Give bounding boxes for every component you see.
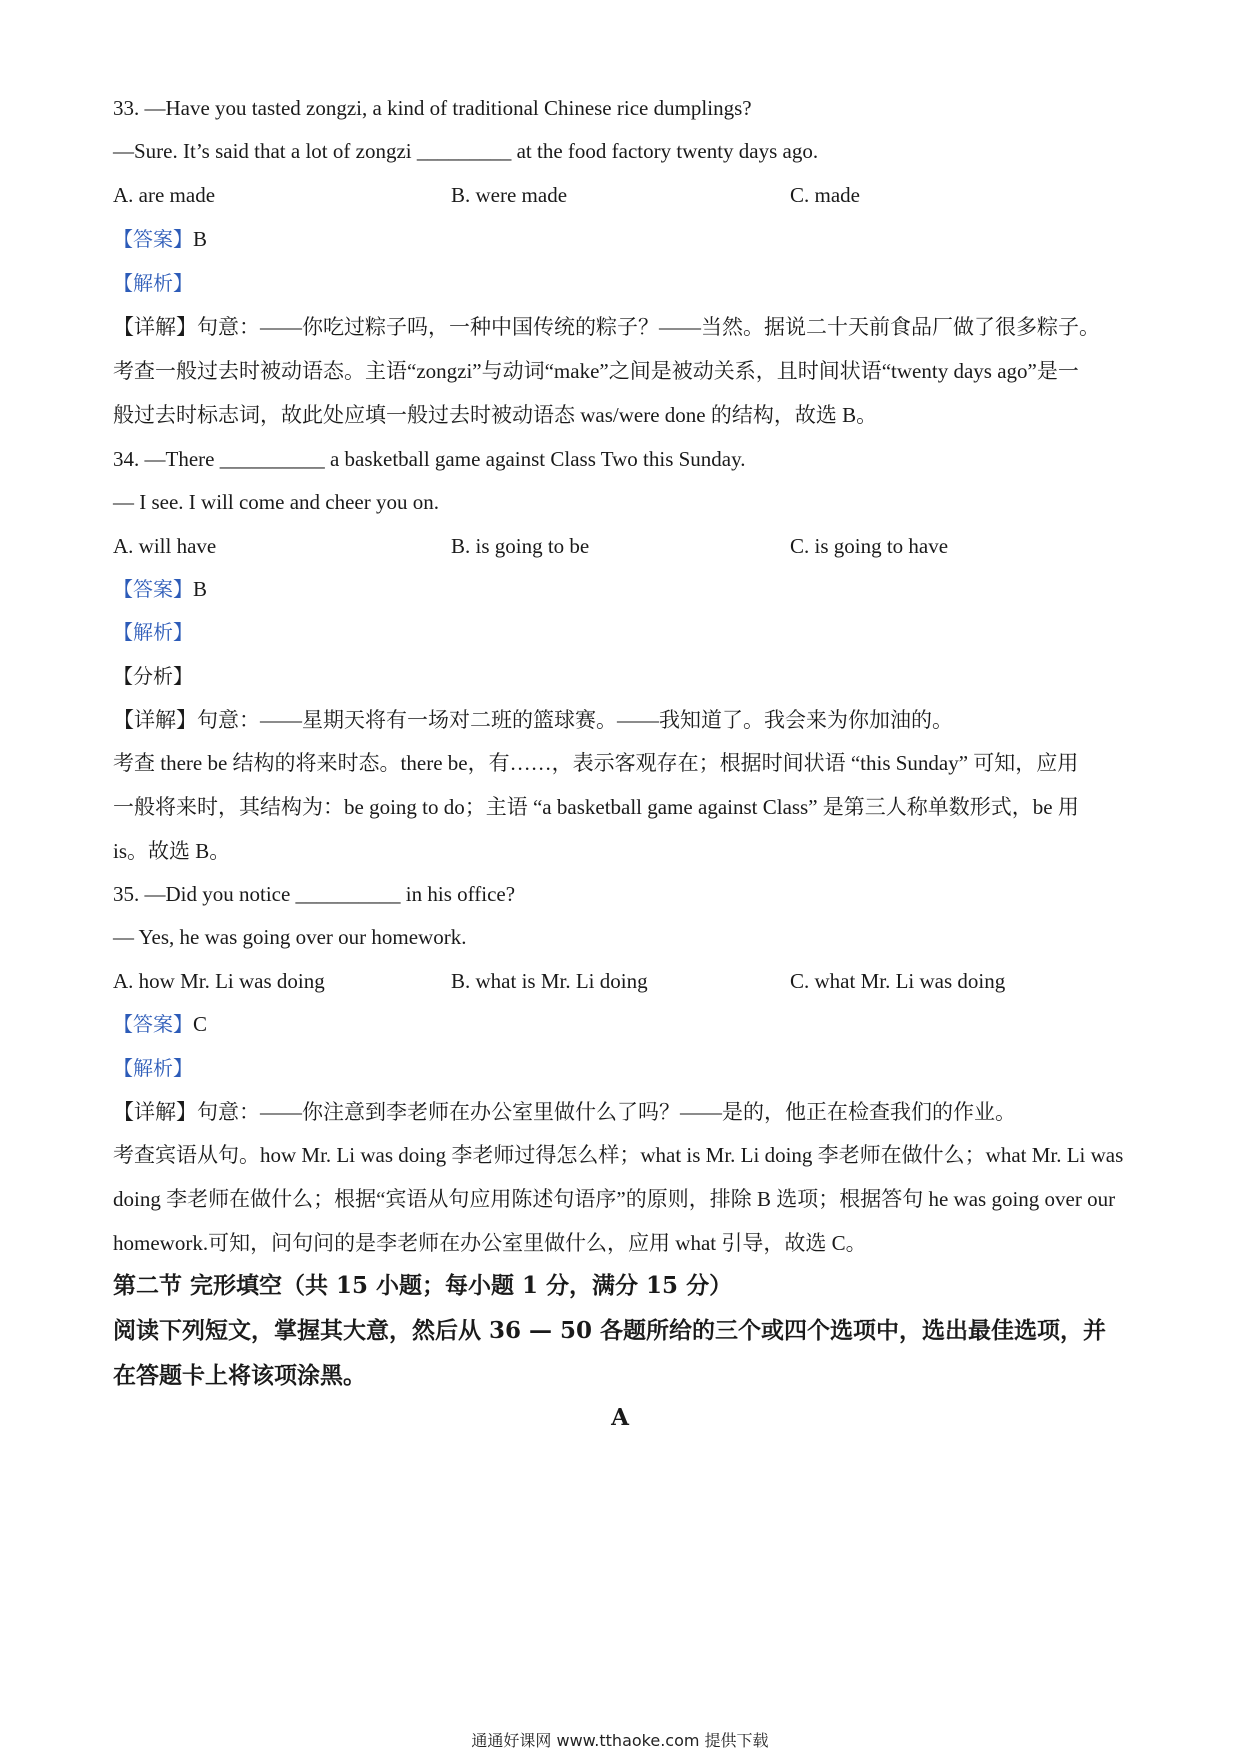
q33-detail-3: 般过去时标志词，故此处应填一般过去时被动语态 was/were done 的结构，故选 B。 bbox=[113, 403, 878, 427]
answer-tag: 【答案】 bbox=[113, 1012, 193, 1036]
section-title: 第二节 完形填空（共 15 小题；每小题 1 分，满分 15 分） bbox=[113, 1272, 733, 1299]
q35-option-b: B. what is Mr. Li doing bbox=[451, 969, 648, 993]
q34-answer bbox=[113, 574, 1130, 604]
page-footer: 通通好课网 www.tthaoke.com 提供下载 bbox=[471, 1731, 769, 1750]
passage-label: A bbox=[611, 1404, 629, 1431]
q34-detail-3: 一般将来时，其结构为：be going to do；主语 “a basketball game against Class” 是第三人称单数形式，be 用 bbox=[113, 795, 1079, 819]
q35-option-c: C. what Mr. Li was doing bbox=[790, 969, 1006, 993]
q33-option-c: C. made bbox=[790, 183, 860, 207]
q34-detail-1: 【详解】句意：——星期天将有一场对二班的篮球赛。——我知道了。我会来为你加油的。 bbox=[113, 708, 953, 732]
section-instructions-2: 在答题卡上将该项涂黑。 bbox=[113, 1362, 366, 1389]
q35-detail-3: doing 李老师在做什么；根据“宾语从句应用陈述句语序”的原则，排除 B 选项；根据答句 he was going over our bbox=[113, 1187, 1116, 1211]
q35-detail-2: 考查宾语从句。how Mr. Li was doing 李老师过得怎么样；what is Mr. Li doing 李老师在做什么；what Mr. Li was bbox=[113, 1143, 1124, 1167]
q33-option-a: A. are made bbox=[113, 183, 216, 207]
q34-option-b: B. is going to be bbox=[451, 534, 590, 558]
q33-detail-1: 【详解】句意：——你吃过粽子吗，一种中国传统的粽子？——当然。据说二十天前食品厂做了很多粽子。 bbox=[113, 315, 1100, 339]
q35-detail-4: homework.可知，问句问的是李老师在办公室里做什么，应用 what 引导，故选 C。 bbox=[113, 1231, 867, 1255]
q34-fenxi-tag: 【分析】 bbox=[113, 664, 193, 688]
answer-value: C bbox=[193, 1012, 208, 1036]
question-35-line1: 35. —Did you notice __________ in his office? bbox=[113, 882, 516, 906]
q33-detail-2: 考查一般过去时被动语态。主语“zongzi”与动词“make”之间是被动关系，且时间状语“twenty days ago”是一 bbox=[113, 359, 1079, 383]
question-35-line2: — Yes, he was going over our homework. bbox=[113, 925, 467, 949]
q35-detail-1: 【详解】句意：——你注意到李老师在办公室里做什么了吗？——是的，他正在检查我们的作业。 bbox=[113, 1100, 1016, 1124]
q35-analysis-tag: 【解析】 bbox=[113, 1056, 193, 1080]
q34-option-a: A. will have bbox=[113, 534, 217, 558]
q34-detail-4: is。故选 B。 bbox=[113, 839, 231, 863]
answer-tag: 【答案】 bbox=[113, 577, 193, 601]
answer-value: B bbox=[193, 227, 208, 251]
answer-value: B bbox=[193, 577, 208, 601]
section-instructions-1: 阅读下列短文，掌握其大意，然后从 36 — 50 各题所给的三个或四个选项中，选出最佳选项，并 bbox=[113, 1317, 1107, 1344]
q33-answer bbox=[113, 224, 1130, 254]
q35-answer bbox=[113, 1009, 1130, 1039]
question-33-line2: —Sure. It’s said that a lot of zongzi _________ at the food factory twenty days ago. bbox=[113, 139, 819, 163]
q34-option-c: C. is going to have bbox=[790, 534, 949, 558]
q34-detail-2: 考查 there be 结构的将来时态。there be，有……，表示客观存在；根据时间状语 “this Sunday” 可知，应用 bbox=[113, 751, 1079, 775]
question-34-line1: 34. —There __________ a basketball game against Class Two this Sunday. bbox=[113, 447, 746, 471]
question-33-line1: 33. —Have you tasted zongzi, a kind of traditional Chinese rice dumplings? bbox=[113, 96, 752, 120]
q34-analysis-tag: 【解析】 bbox=[113, 620, 193, 644]
answer-tag: 【答案】 bbox=[113, 227, 193, 251]
q35-option-a: A. how Mr. Li was doing bbox=[113, 969, 325, 993]
q33-option-b: B. were made bbox=[451, 183, 568, 207]
question-34-line2: — I see. I will come and cheer you on. bbox=[113, 490, 439, 514]
q33-analysis-tag: 【解析】 bbox=[113, 271, 193, 295]
